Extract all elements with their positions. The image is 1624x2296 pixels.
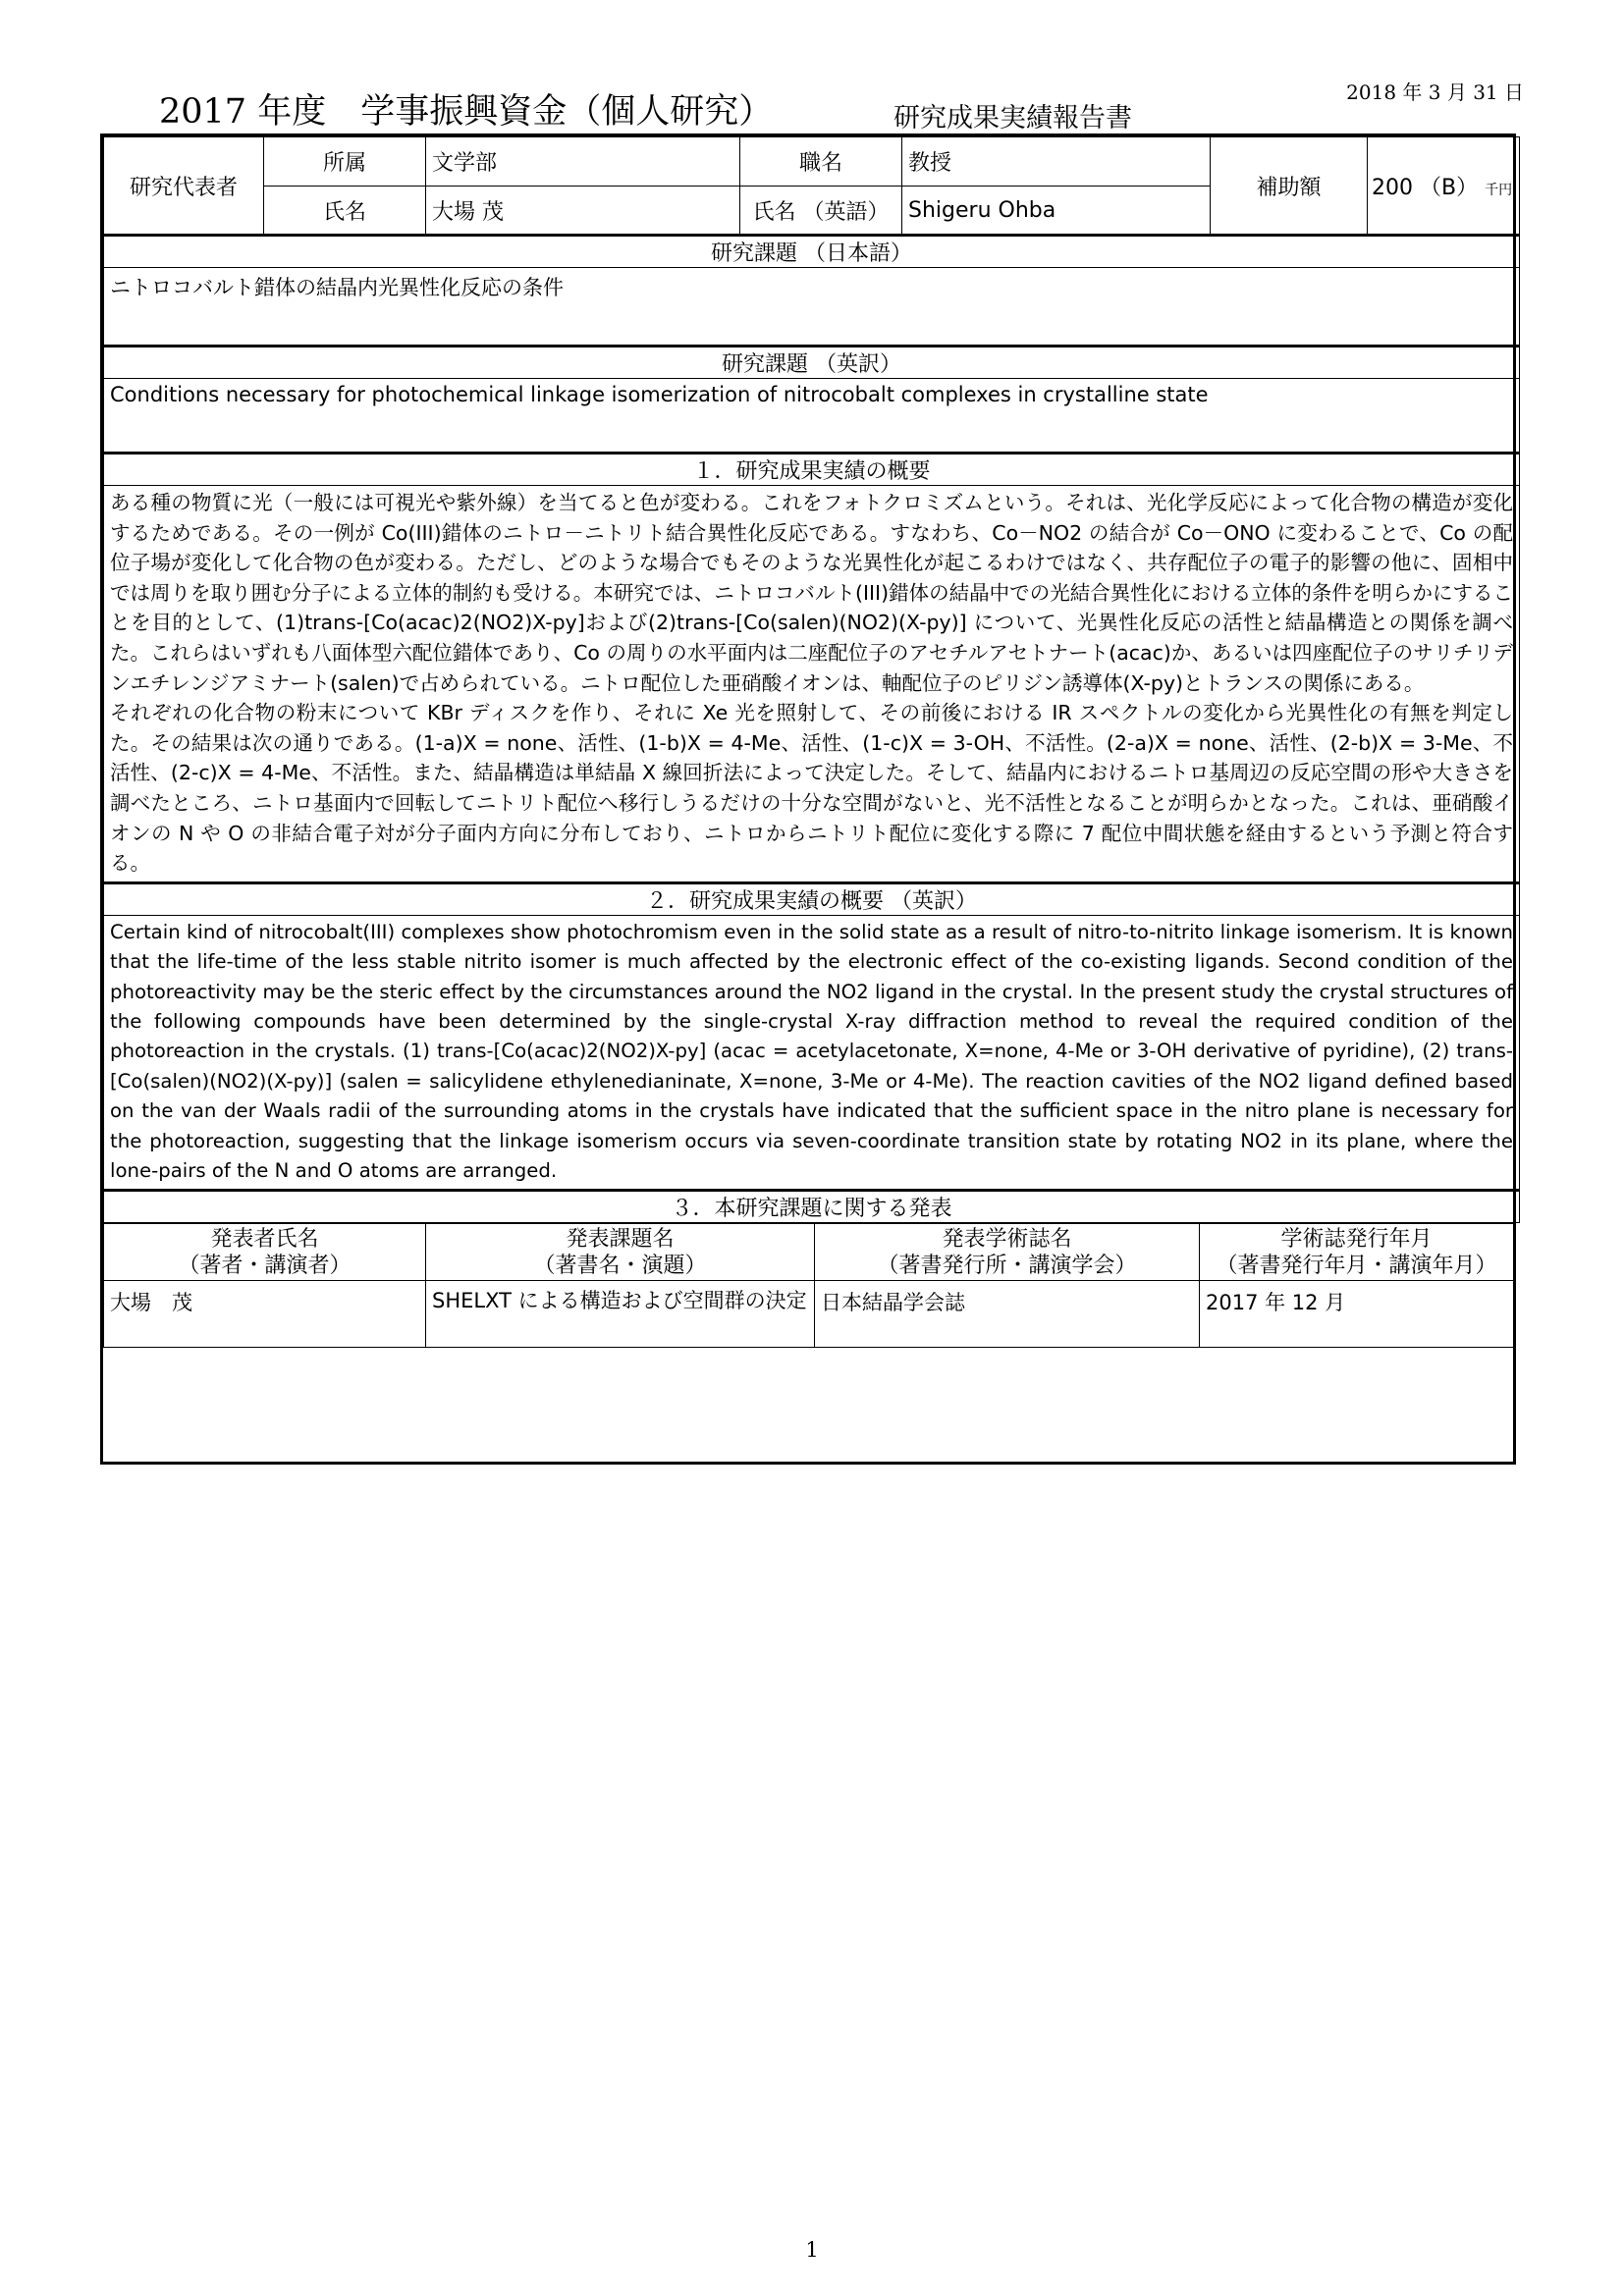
- document-header: [98, 69, 1532, 133]
- topic-ja-text: ニトロコバルト錯体の結晶内光異性化反応の条件: [104, 268, 1520, 347]
- col-date-title: 学術誌発行年月: [1280, 1226, 1433, 1252]
- summary-ja-heading: １．研究成果実績の概要: [104, 454, 1520, 486]
- topic-ja-row: [104, 268, 1520, 347]
- summary-ja-heading-row: [104, 454, 1520, 486]
- col-title: [426, 1224, 815, 1281]
- col-date-subtitle: （著書発行年月・講演年月）: [1216, 1253, 1497, 1278]
- col-presenter: [104, 1224, 426, 1281]
- name-en-value: Shigeru Ohba: [902, 187, 1211, 236]
- summary-ja-body: [104, 486, 1520, 883]
- affiliation-value: 文学部: [426, 137, 740, 187]
- col-presenter-title: 発表者氏名: [210, 1226, 319, 1252]
- topic-en-row: [104, 379, 1520, 454]
- pub-title-cell: SHELXT による構造および空間群の決定: [426, 1281, 815, 1348]
- representative-label: 研究代表者: [104, 137, 264, 236]
- summary-en-heading-row: [104, 882, 1520, 915]
- grant-unit: 千円: [1485, 182, 1513, 198]
- position-label: 職名: [740, 137, 902, 187]
- grant-value: 200 （B）: [1372, 175, 1479, 200]
- publications-header-row: [104, 1224, 1514, 1281]
- col-journal-subtitle: （著書発行所・講演学会）: [877, 1253, 1137, 1278]
- topic-en-text: Conditions necessary for photochemical linkage isomerization of nitrocobalt complexes in crystalline state: [104, 379, 1520, 454]
- date-cell: 2017 年 12 月: [1200, 1281, 1514, 1348]
- topic-en-heading-row: [104, 347, 1520, 379]
- summary-ja-paragraph: それぞれの化合物の粉末について KBr ディスクを作り、それに Xe 光を照射して、その前後における IR スペクトルの変化から光異性化の有無を判定した。その結果は次の通りである。(1-a)X = none、活性、(1-b)X = 4-Me、活性、(1-c)X = 3-OH、不活性。(2-a)X = none、活性、(2-b)X = 3-Me、不活性、(2-c)X = 4-Me、不活性。また、結晶構造は単結晶 X 線回折法によって決定した。そして、結晶内におけるニトロ基周辺の反応空間の形や大きさを調べたところ、ニトロ基面内で回転してニトリト配位へ移行しうるだけの十分な空間がないと、光不活性となることが明らかとなった。これは、亜硝酸イオンの N や O の非結合電子対が分子面内方向に分布しており、ニトロからニトリト配位に変化する際に 7 配位中間状態を経由するという予測と符合する。: [110, 701, 1513, 876]
- col-journal-title: 発表学術誌名: [942, 1226, 1072, 1252]
- affiliation-label: 所属: [264, 137, 426, 187]
- col-date: [1200, 1224, 1514, 1281]
- name-value: 大場 茂: [426, 187, 740, 236]
- summary-en-text: Certain kind of nitrocobalt(III) complexes show photochromism even in the solid state as a result of nitro-to-nitrito linkage isomerism. It is known that the life-time of the less stable nitrito isomer is much affected by the electronic effect of the co-existing ligands. Second condition of the photoreactivity may be the steric effect by the circumstances around the NO2 ligand in the crystal. In the present study the crystal structures of the following compounds have been determined by the single-crystal X-ray diffraction method to reveal the required condition of the photoreaction in the crystals. (1) trans-[Co(acac)2(NO2)X-py] (acac = acetylacetonate, X=none, 4-Me or 3-OH derivative of pyridine), (2) trans-[Co(salen)(NO2)(X-py)] (salen = salicylidene ethylenedianinate, X=none, 3-Me or 4-Me). The reaction cavities of the NO2 ligand defined based on the van der Waals radii of the surrounding atoms in the crystals have indicated that the sufficient space in the nitro plane is necessary for the photoreaction, suggesting that the linkage isomerism occurs via seven-coordinate transition state by rotating NO2 in its plane, where the lone-pairs of the N and O atoms are arranged.: [104, 915, 1520, 1191]
- report-form: [100, 133, 1516, 1465]
- summary-ja-paragraph: ある種の物質に光（一般には可視光や紫外線）を当てると色が変わる。これをフォトクロミズムという。それは、光化学反応によって化合物の構造が変化するためである。その一例が Co(III)錯体のニトロ－ニトリト結合異性化反応である。すなわち、Co－NO2 の結合が Co－ONO に変わることで、Co の配位子場が変化して化合物の色が変わる。ただし、どのような場合でもそのような光異性化が起こるわけではなく、共存配位子の電子的影響の他に、固相中では周りを取り囲む分子による立体的制約も受ける。本研究では、ニトロコバルト(III)錯体の結晶中での光結合異性化における立体的条件を明らかにすることを目的として、(1)trans-[Co(acac)2(NO2)X-py]および(2)trans-[Co(salen)(NO2)(X-py)] について、光異性化反応の活性と結晶構造との関係を調べた。これらはいずれも八面体型六配位錯体であり、Co の周りの水平面内は二座配位子のアセチルアセトナート(acac)か、あるいは四座配位子のサリチリデンエチレンジアミナート(salen)で占められている。ニトロ配位した亜硝酸イオンは、軸配位子のピリジン誘導体(X-py)とトランスの関係にある。: [110, 491, 1513, 695]
- report-date: 2018 年 3 月 31 日: [1346, 80, 1524, 104]
- col-presenter-subtitle: （著者・講演者）: [178, 1253, 352, 1278]
- col-journal: [815, 1224, 1200, 1281]
- summary-en-heading: ２．研究成果実績の概要 （英訳）: [104, 882, 1520, 915]
- report-table: [103, 136, 1520, 1223]
- summary-ja-row: [104, 486, 1520, 883]
- publications-heading: ３．本研究課題に関する発表: [104, 1191, 1520, 1223]
- document-title: 2017 年度 学事振興資金（個人研究）: [159, 92, 774, 132]
- table-row: [104, 1281, 1514, 1348]
- name-en-label: 氏名 （英語）: [740, 187, 902, 236]
- topic-en-heading: 研究課題 （英訳）: [104, 347, 1520, 379]
- presenter-cell: 大場 茂: [104, 1281, 426, 1348]
- name-label: 氏名: [264, 187, 426, 236]
- position-value: 教授: [902, 137, 1211, 187]
- topic-ja-heading: 研究課題 （日本語）: [104, 236, 1520, 268]
- grant-label: 補助額: [1211, 137, 1368, 236]
- info-row-affiliation: [104, 137, 1520, 187]
- journal-cell: 日本結晶学会誌: [815, 1281, 1200, 1348]
- grant-amount: [1368, 137, 1520, 236]
- page-number: 1: [805, 2238, 819, 2262]
- summary-en-row: [104, 915, 1520, 1191]
- col-title-subtitle: （著書名・演題）: [533, 1253, 707, 1278]
- topic-ja-heading-row: [104, 236, 1520, 268]
- publications-heading-row: [104, 1191, 1520, 1223]
- document-subtitle: 研究成果実績報告書: [893, 103, 1132, 133]
- col-title-title: 発表課題名: [566, 1226, 675, 1252]
- publications-table: [103, 1223, 1514, 1348]
